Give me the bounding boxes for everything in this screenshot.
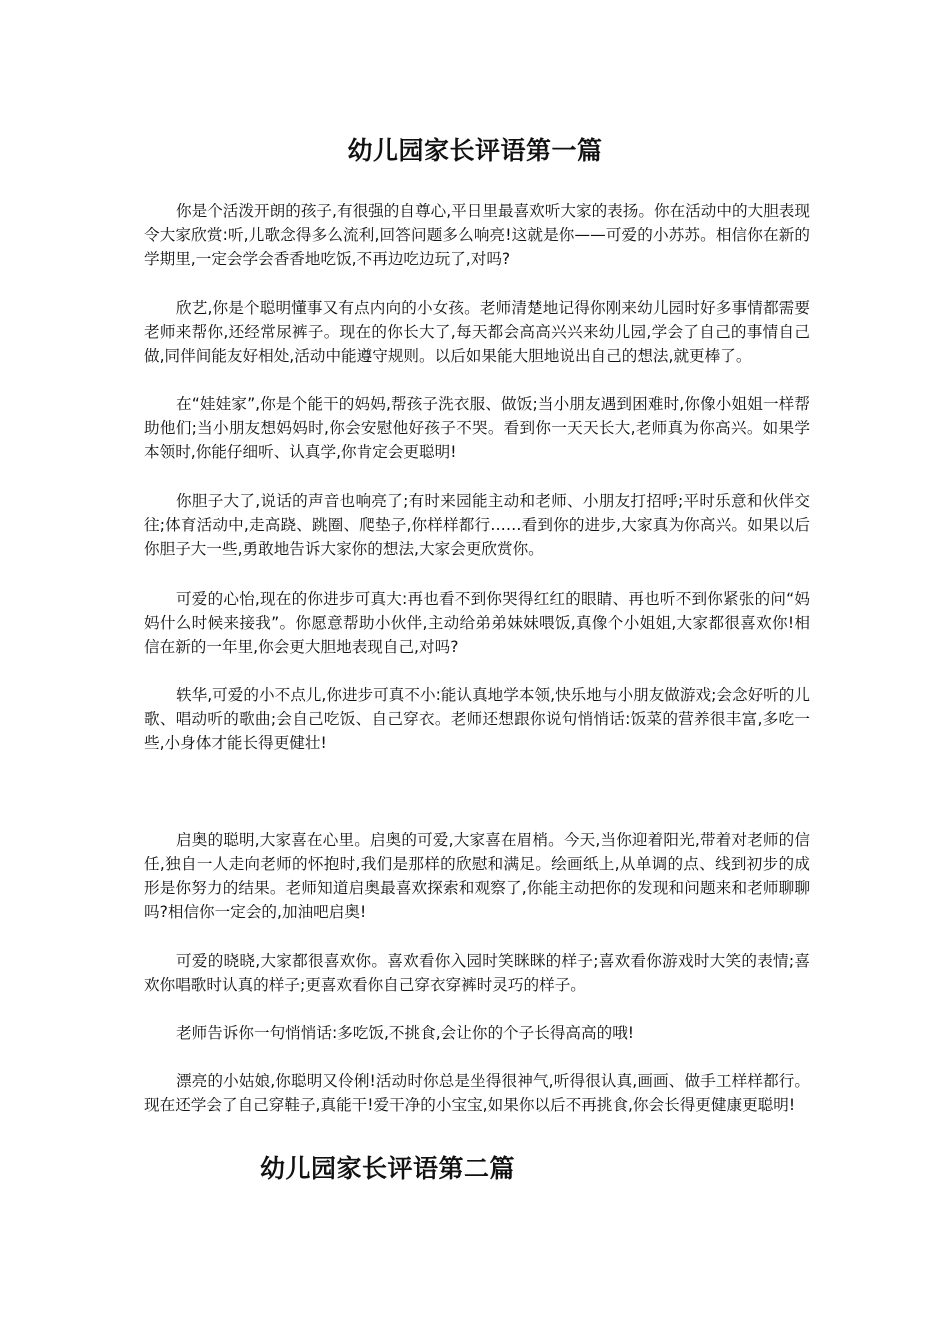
section-title-1: 幼儿园家长评语第一篇 (347, 136, 603, 165)
paragraph-2: 欣艺,你是个聪明懂事又有点内向的小女孩。老师清楚地记得你刚来幼儿园时好多事情都需要老师来帮你,还经常尿裤子。现在的你长大了,每天都会高高兴兴来幼儿园,学会了自己的事情自己做,同伴间能友好相处,活动中能遵守规则。以后如果能大胆地说出自己的想法,就更棒了。 (144, 299, 810, 365)
paragraph-4: 你胆子大了,说话的声音也响亮了;有时来园能主动和老师、小朋友打招呼;平时乐意和伙伴交往;体育活动中,走高跷、跳圈、爬垫子,你样样都行……看到你的进步,大家真为你高兴。如果以后你胆子大一些,勇敢地告诉大家你的想法,大家会更欣赏你。 (144, 492, 810, 558)
paragraph-8: 可爱的晓晓,大家都很喜欢你。喜欢看你入园时笑眯眯的样子;喜欢看你游戏时大笑的表情;喜欢你唱歌时认真的样子;更喜欢看你自己穿衣穿裤时灵巧的样子。 (144, 952, 810, 994)
paragraph-5: 可爱的心怡,现在的你进步可真大:再也看不到你哭得红红的眼睛、再也听不到你紧张的问“妈妈什么时候来接我”。你愿意帮助小伙伴,主动给弟弟妹妹喂饭,真像个小姐姐,大家都很喜欢你!相信在新的一年里,你会更大胆地表现自己,对吗? (144, 590, 810, 656)
paragraph-10: 漂亮的小姑娘,你聪明又伶俐!活动时你总是坐得很神气,听得很认真,画画、做手工样样都行。现在还学会了自己穿鞋子,真能干!爱干净的小宝宝,如果你以后不再挑食,你会长得更健康更聪明! (144, 1072, 810, 1114)
paragraph-6: 轶华,可爱的小不点儿,你进步可真不小:能认真地学本领,快乐地与小朋友做游戏;会念好听的儿歌、唱动听的歌曲;会自己吃饭、自己穿衣。老师还想跟你说句悄悄话:饭菜的营养很丰富,多吃一些,小身体才能长得更健壮! (144, 686, 810, 752)
paragraph-1: 你是个活泼开朗的孩子,有很强的自尊心,平日里最喜欢听大家的表扬。你在活动中的大胆表现令大家欣赏:听,儿歌念得多么流利,回答问题多么响亮!这就是你——可爱的小苏苏。相信你在新的学期里,一定会学会香香地吃饭,不再边吃边玩了,对吗? (144, 202, 810, 268)
paragraph-3: 在“娃娃家”,你是个能干的妈妈,帮孩子洗衣服、做饭;当小朋友遇到困难时,你像小姐姐一样帮助他们;当小朋友想妈妈时,你会安慰他好孩子不哭。看到你一天天长大,老师真为你高兴。如果学本领时,你能仔细听、认真学,你肯定会更聪明! (144, 395, 810, 461)
section-title-2: 幼儿园家长评语第二篇 (260, 1154, 516, 1183)
paragraph-9: 老师告诉你一句悄悄话:多吃饭,不挑食,会让你的个子长得高高的哦! (176, 1024, 635, 1042)
paragraph-7: 启奥的聪明,大家喜在心里。启奥的可爱,大家喜在眉梢。今天,当你迎着阳光,带着对老师的信任,独自一人走向老师的怀抱时,我们是那样的欣慰和满足。绘画纸上,从单调的点、线到初步的成形是你努力的结果。老师知道启奥最喜欢探索和观察了,你能主动把你的发现和问题来和老师聊聊吗?相信你一定会的,加油吧启奥! (144, 831, 810, 921)
